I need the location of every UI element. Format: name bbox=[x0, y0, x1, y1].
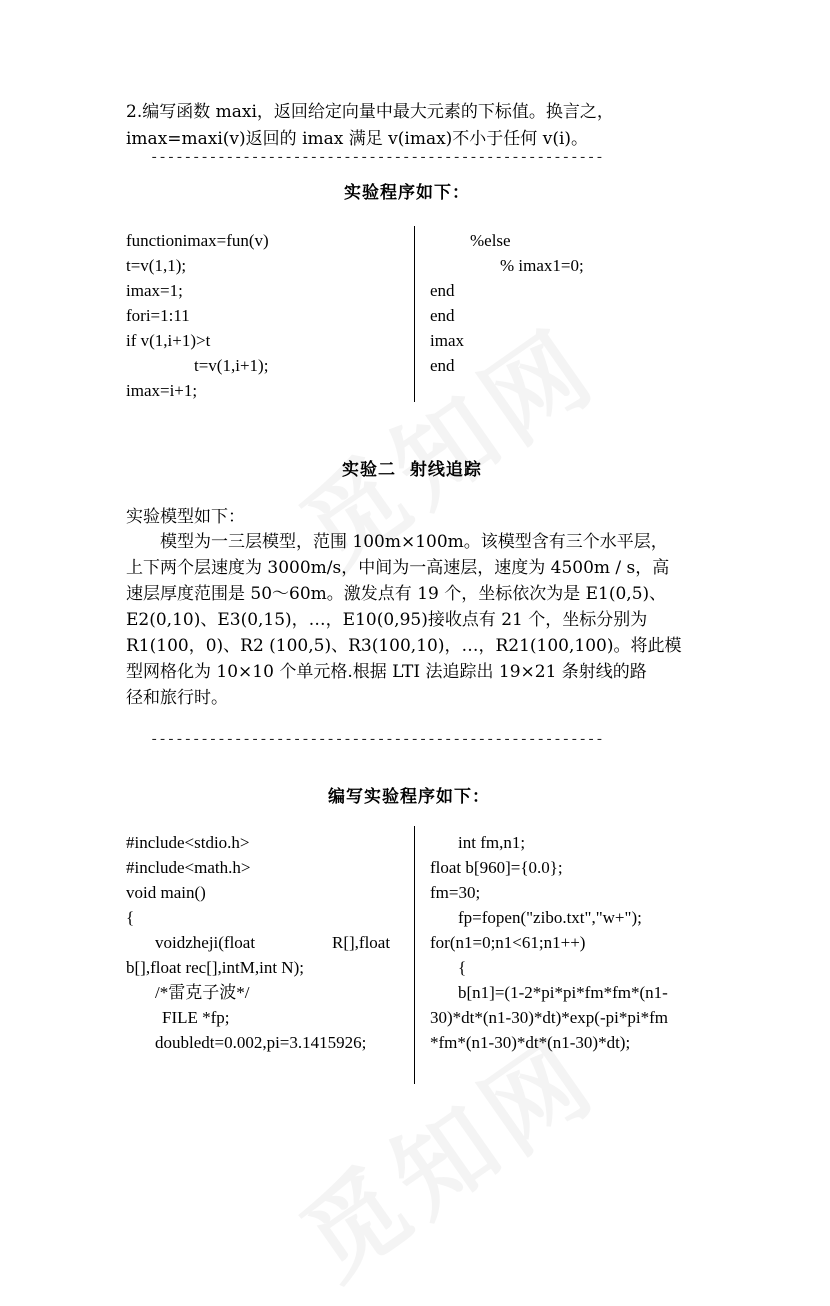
code2-right-line: b[n1]=(1-2*pi*pi*fm*fm*(n1- bbox=[458, 983, 668, 1002]
model-intro: 实验模型如下： bbox=[126, 507, 245, 527]
heading-program-2: 编写实验程序如下： bbox=[328, 787, 490, 807]
separator-1: ------------------------------------------------------ bbox=[150, 150, 604, 166]
problem-line-2: imax=maxi(v)返回的 imax 满足 v(imax)不小于任何 v(i)。 bbox=[126, 129, 589, 149]
code1-left-line: fori=1:11 bbox=[126, 306, 190, 325]
problem-line-1: 2.编写函数 maxi，返回给定向量中最大元素的下标值。换言之， bbox=[126, 102, 614, 122]
model-line: 模型为一三层模型，范围 100m×100m。该模型含有三个水平层， bbox=[160, 532, 668, 552]
code1-left-line: t=v(1,1); bbox=[126, 256, 187, 275]
code2-left-line: /*雷克子波*/ bbox=[155, 983, 250, 1002]
code2-right-line: int fm,n1; bbox=[458, 833, 526, 852]
code1-right-line: end bbox=[430, 281, 455, 300]
code1-left-line: imax=1; bbox=[126, 281, 183, 300]
model-line: 上下两个层速度为 3000m/s，中间为一高速层，速度为 4500m / s，高 bbox=[126, 558, 670, 578]
code1-left-line: t=v(1,i+1); bbox=[194, 356, 269, 375]
code2-left-line: #include<stdio.h> bbox=[126, 833, 250, 852]
code1-left-line: if v(1,i+1)>t bbox=[126, 331, 211, 350]
heading-experiment-2: 实验二 射线追踪 bbox=[342, 460, 482, 480]
model-line: E2(0,10)、E3(0,15)，…，E10(0,95)接收点有 21 个，坐标分别为 bbox=[126, 610, 648, 630]
code1-right-line: end bbox=[430, 356, 455, 375]
model-line: 型网格化为 10×10 个单元格.根据 LTI 法追踪出 19×21 条射线的路 bbox=[126, 662, 647, 682]
code2-left-line: { bbox=[126, 908, 135, 927]
code2-left-line: doubledt=0.002,pi=3.1415926; bbox=[155, 1033, 367, 1052]
code1-right-line: imax bbox=[430, 331, 464, 350]
code2-right-line: *fm*(n1-30)*dt*(n1-30)*dt); bbox=[430, 1033, 631, 1052]
code1-left-line: functionimax=fun(v) bbox=[126, 231, 269, 250]
model-line: 径和旅行时。 bbox=[126, 688, 228, 708]
code1-right-line: end bbox=[430, 306, 455, 325]
code2-left-line: FILE *fp; bbox=[162, 1008, 230, 1027]
code1-left-line: imax=i+1; bbox=[126, 381, 198, 400]
code1-right-line: %else bbox=[470, 231, 511, 250]
code2-right-line: for(n1=0;n1<61;n1++) bbox=[430, 933, 586, 952]
separator-2: ------------------------------------------------------ bbox=[150, 732, 604, 748]
code2-left-line: b[],float rec[],intM,int N); bbox=[126, 958, 304, 977]
code2-divider bbox=[414, 826, 415, 1084]
code2-left-line: voidzheji(float bbox=[155, 933, 256, 952]
code2-left-line: R[],float bbox=[332, 933, 391, 952]
code2-left-line: #include<math.h> bbox=[126, 858, 251, 877]
model-line: R1(100，0)、R2 (100,5)、R3(100,10)，…，R21(100,100)。将此模 bbox=[126, 636, 682, 656]
code2-right-line: 30)*dt*(n1-30)*dt)*exp(-pi*pi*fm bbox=[430, 1008, 668, 1027]
code2-right-line: fm=30; bbox=[430, 883, 481, 902]
code2-right-line: { bbox=[458, 958, 467, 977]
heading-program-1: 实验程序如下： bbox=[344, 183, 470, 203]
code1-divider bbox=[414, 226, 415, 402]
code2-left-line: void main() bbox=[126, 883, 206, 902]
model-line: 速层厚度范围是 50～60m。激发点有 19 个，坐标依次为是 E1(0,5)、 bbox=[126, 584, 667, 604]
code2-right-line: fp=fopen("zibo.txt","w+"); bbox=[458, 908, 642, 927]
code1-right-line: % imax1=0; bbox=[500, 256, 584, 275]
code2-right-line: float b[960]={0.0}; bbox=[430, 858, 563, 877]
